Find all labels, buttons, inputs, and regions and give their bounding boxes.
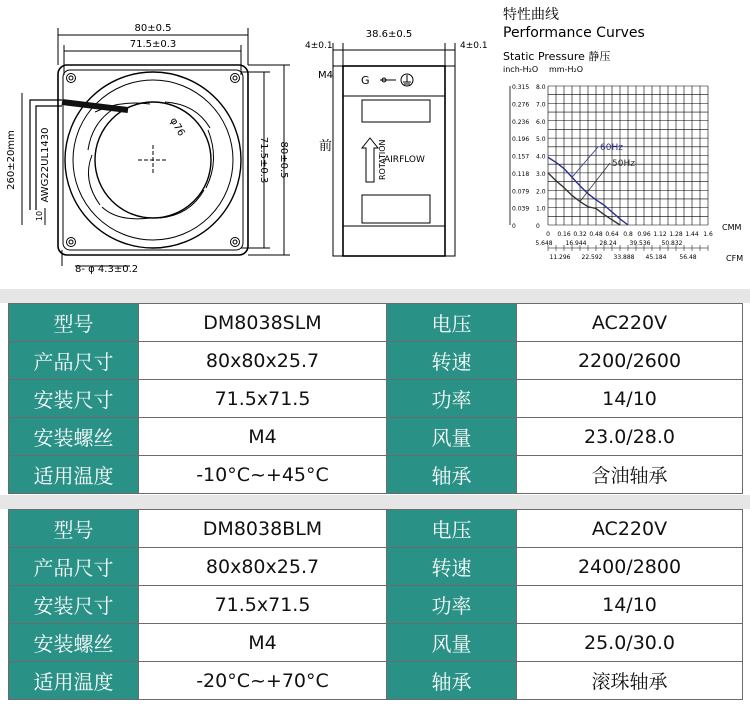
- y-tick-label-mm: 8.0: [536, 84, 546, 91]
- label-power: 功率: [387, 380, 517, 418]
- x-tick-label-cfm: 11.296: [549, 254, 571, 261]
- x-tick-label-cfm: 33.888: [613, 254, 635, 261]
- dim-mount-width: 71.5±0.3: [129, 39, 177, 50]
- wire-spec: AWG22UL1430: [40, 127, 51, 203]
- label-voltage: 电压: [387, 304, 517, 342]
- x-tick-label-cmm: 0.8: [623, 231, 633, 238]
- x-tick-label-cfm: 16.944: [565, 240, 587, 247]
- y-tick-label-mm: 5.0: [536, 136, 546, 144]
- front-label: 前: [319, 139, 333, 154]
- chart-ticks: [512, 84, 713, 261]
- table-row: [9, 304, 743, 342]
- table-row: [9, 548, 743, 586]
- dim-flange-left: 4±0.1: [305, 41, 333, 51]
- dim-strip: 10: [35, 210, 44, 222]
- x-unit-cfm: CFM: [726, 254, 744, 263]
- label-mount-size: 安装尺寸: [9, 380, 139, 418]
- value-temperature: -20°C~+70°C: [139, 662, 387, 700]
- table-row: [9, 342, 743, 380]
- y-tick-label-inch: 0: [512, 223, 516, 230]
- value-model: DM8038SLM: [139, 304, 387, 342]
- y-tick-label-inch: 0.157: [512, 153, 530, 161]
- chart-title: 特性曲线: [503, 7, 559, 23]
- label-bearing: 轴承: [387, 456, 517, 494]
- screw-spec: M4: [318, 70, 333, 81]
- y-units-mm: mm-H₂O: [549, 65, 583, 74]
- x-tick-label-cfm: 39.536: [629, 240, 651, 247]
- x-tick-label-cmm: 0.32: [573, 231, 587, 238]
- value-mount-size: 71.5x71.5: [139, 586, 387, 624]
- label-airflow: 风量: [387, 418, 517, 456]
- label-screw: 安装螺丝: [9, 624, 139, 662]
- x-tick-label-cmm: 0.16: [557, 231, 571, 238]
- x-tick-label-cfm: 28.24: [599, 240, 617, 247]
- table-row: [9, 624, 743, 662]
- table-row: [9, 456, 743, 494]
- value-speed: 2200/2600: [517, 342, 743, 380]
- table-row: [9, 586, 743, 624]
- y-tick-label-mm: 2.0: [536, 188, 546, 196]
- value-size: 80x80x25.7: [139, 548, 387, 586]
- dim-mount-height: 71.5±0.3: [258, 136, 269, 184]
- x-tick-label-cmm: 1.44: [685, 231, 699, 238]
- value-airflow: 23.0/28.0: [517, 418, 743, 456]
- x-tick-label-cfm: 22.592: [581, 254, 603, 261]
- label-screw: 安装螺丝: [9, 418, 139, 456]
- x-tick-label-cmm: 0.48: [589, 231, 603, 238]
- label-size: 产品尺寸: [9, 548, 139, 586]
- dim-holes: 8- φ 4.3±0.2: [75, 264, 139, 275]
- y-tick-label-mm: 0: [536, 223, 540, 230]
- series-label-50hz: 50Hz: [612, 159, 635, 169]
- label-speed: 转速: [387, 548, 517, 586]
- x-tick-label-cmm: 0: [546, 231, 550, 238]
- y-tick-label-mm: 6.0: [536, 118, 546, 126]
- x-tick-label-cmm: 0.64: [605, 231, 619, 238]
- label-voltage: 电压: [387, 510, 517, 548]
- x-tick-label-cfm: 50.832: [661, 240, 683, 247]
- dim-hub-dia: φ76: [167, 116, 187, 139]
- table-row: [9, 418, 743, 456]
- dim-depth: 38.6±0.5: [365, 29, 413, 40]
- y-tick-label-mm: 3.0: [536, 170, 546, 178]
- label-model: 型号: [9, 304, 139, 342]
- label-airflow: 风量: [387, 624, 517, 662]
- value-mount-size: 71.5x71.5: [139, 380, 387, 418]
- dim-flange-right: 4±0.1: [460, 41, 488, 51]
- x-tick-label-cfm: 5.648: [535, 240, 553, 247]
- label-mount-size: 安装尺寸: [9, 586, 139, 624]
- value-airflow: 25.0/30.0: [517, 624, 743, 662]
- x-tick-label-cmm: 1.12: [653, 231, 667, 238]
- x-tick-label-cmm: 1.28: [669, 231, 683, 238]
- y-tick-label-mm: 4.0: [536, 153, 546, 161]
- y-tick-label-mm: 7.0: [536, 101, 546, 109]
- x-unit-cmm: CMM: [722, 223, 742, 232]
- value-size: 80x80x25.7: [139, 342, 387, 380]
- y-tick-label-inch: 0.196: [512, 136, 530, 144]
- dim-outer-width: 80±0.5: [134, 23, 172, 34]
- x-tick-label-cmm: 1.6: [703, 231, 713, 238]
- front-view: [22, 28, 290, 266]
- dim-outer-height: 80±0.5: [278, 141, 289, 179]
- y-tick-label-inch: 0.236: [512, 118, 530, 126]
- airflow-label: AIRFLOW: [384, 155, 425, 165]
- performance-chart: [503, 6, 743, 263]
- label-temperature: 适用温度: [9, 662, 139, 700]
- section-band: [0, 495, 750, 509]
- table-row: [9, 510, 743, 548]
- ground-mark: G: [361, 74, 370, 87]
- series-leader: [580, 163, 610, 202]
- series-label-60hz: 60Hz: [600, 143, 623, 153]
- value-power: 14/10: [517, 586, 743, 624]
- value-voltage: AC220V: [517, 304, 743, 342]
- chart-subtitle: Performance Curves: [503, 25, 645, 41]
- table-row: [9, 662, 743, 700]
- y-tick-label-inch: 0.039: [512, 205, 530, 213]
- value-bearing: 含油轴承: [517, 456, 743, 494]
- side-view: [333, 43, 455, 256]
- rotation-label: ROTATION: [378, 139, 387, 180]
- x-tick-label-cmm: 0.96: [637, 231, 651, 238]
- spec-table-slm: [8, 303, 743, 494]
- dim-lead-length: 260±20mm: [6, 130, 17, 190]
- label-bearing: 轴承: [387, 662, 517, 700]
- label-model: 型号: [9, 510, 139, 548]
- value-screw: M4: [139, 624, 387, 662]
- y-tick-label-inch: 0.276: [512, 101, 530, 109]
- value-speed: 2400/2800: [517, 548, 743, 586]
- technical-drawing: [0, 0, 750, 290]
- value-screw: M4: [139, 418, 387, 456]
- label-speed: 转速: [387, 342, 517, 380]
- y-tick-label-mm: 1.0: [536, 205, 546, 213]
- chart-ylabel: Static Pressure 静压: [503, 50, 611, 63]
- value-model: DM8038BLM: [139, 510, 387, 548]
- value-temperature: -10°C~+45°C: [139, 456, 387, 494]
- y-tick-label-inch: 0.315: [512, 84, 530, 91]
- value-bearing: 滚珠轴承: [517, 662, 743, 700]
- label-power: 功率: [387, 586, 517, 624]
- spec-table-blm: [8, 509, 743, 700]
- y-tick-label-inch: 0.079: [512, 188, 530, 196]
- label-temperature: 适用温度: [9, 456, 139, 494]
- label-size: 产品尺寸: [9, 342, 139, 380]
- x-tick-label-cfm: 56.48: [679, 254, 697, 261]
- section-band: [0, 289, 750, 303]
- x-tick-label-cfm: 45.184: [645, 254, 667, 261]
- table-row: [9, 380, 743, 418]
- y-tick-label-inch: 0.118: [512, 170, 530, 178]
- y-units-inch: inch-H₂O: [503, 65, 539, 74]
- value-voltage: AC220V: [517, 510, 743, 548]
- value-power: 14/10: [517, 380, 743, 418]
